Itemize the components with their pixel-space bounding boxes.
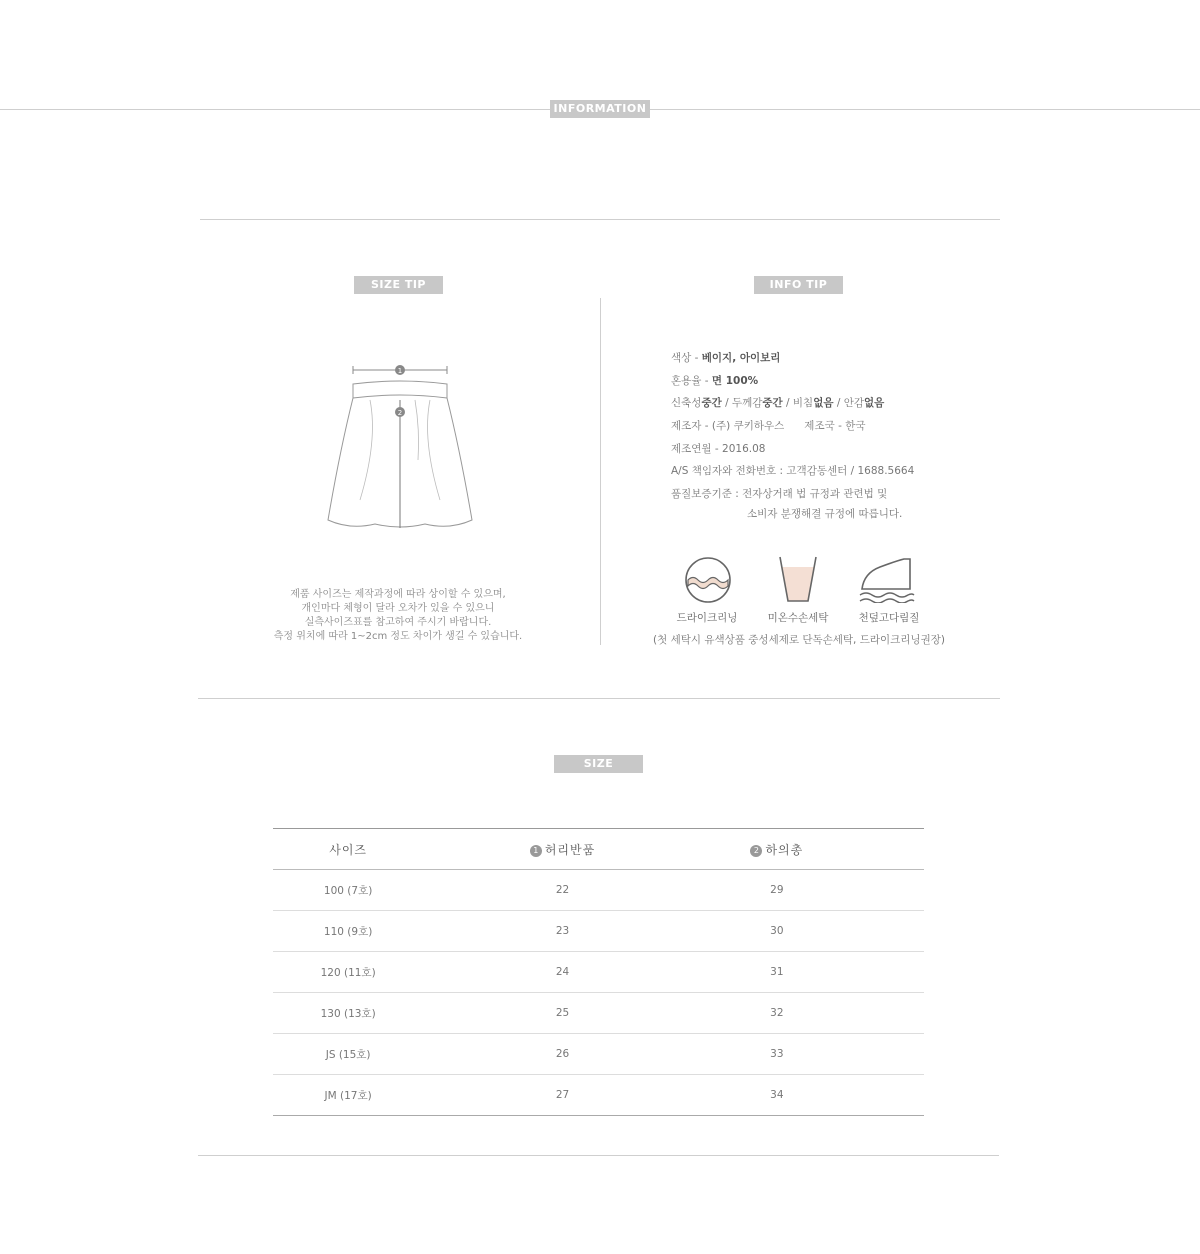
info-color-label: 색상 - [671, 352, 702, 364]
row-waist: 25 [423, 993, 701, 1034]
marker-2-label: 2 [397, 409, 403, 417]
info-blend-value: 면 100% [711, 375, 759, 387]
header-waist-label: 허리반품 [544, 842, 596, 857]
info-country-text: 제조국 - 한국 [804, 420, 866, 432]
info-quality-1: 품질보증기준 : 전자상거래 법 규정과 관련법 및 [671, 488, 888, 500]
info-as: A/S 책임자와 전화번호 : 고객감동센터 / 1688.5664 [671, 465, 915, 477]
row-length: 33 [702, 1034, 852, 1075]
hand-wash-icon [777, 555, 819, 603]
header-size: 사이즈 [273, 829, 423, 870]
row-length: 34 [702, 1075, 852, 1116]
row-waist: 27 [423, 1075, 701, 1116]
row-waist: 26 [423, 1034, 701, 1075]
info-quality-2: 소비자 분쟁해결 규정에 따릅니다. [747, 508, 903, 520]
info-thickness-label: / 두께감 [721, 397, 763, 409]
section-divider-bottom [198, 1155, 999, 1156]
section-divider-mid [198, 698, 1000, 699]
header-waist [423, 829, 701, 870]
row-spacer [852, 870, 924, 911]
header-length [702, 829, 852, 870]
care-label-dry-clean: 드라이크리닝 [676, 612, 738, 624]
row-spacer [852, 993, 924, 1034]
row-waist: 23 [423, 911, 701, 952]
section-divider-top [200, 219, 1000, 220]
size-tip-badge: SIZE TIP [354, 276, 443, 294]
waist-number-icon: 1 [530, 845, 542, 857]
info-sheer-label: / 비침 [782, 397, 814, 409]
row-size: 130 (13호) [273, 993, 423, 1034]
table-row [273, 911, 924, 952]
size-tip-note-line: 실측사이즈표를 참고하여 주시기 바랍니다. [304, 617, 492, 628]
row-spacer [852, 911, 924, 952]
care-note: (첫 세탁시 유색상품 중성세제로 단독손세탁, 드라이크리닝권장) [653, 634, 945, 646]
table-row [273, 993, 924, 1034]
row-size: 120 (11호) [273, 952, 423, 993]
header-length-label: 하의총 [765, 842, 804, 857]
info-maker [671, 418, 865, 433]
info-color [671, 350, 780, 365]
row-size: 100 (7호) [273, 870, 423, 911]
row-size: JM (17호) [273, 1075, 423, 1116]
table-row [273, 1075, 924, 1116]
info-thickness-value: 중간 [762, 397, 783, 409]
info-color-value: 베이지, 아이보리 [701, 352, 781, 364]
iron-icon [858, 555, 916, 603]
size-tip-note-line: 개인마다 체형이 달라 오차가 있을 수 있으니 [301, 603, 495, 614]
table-row [273, 870, 924, 911]
row-size: 110 (9호) [273, 911, 423, 952]
size-tip-note-line: 측정 위치에 따라 1~2cm 정도 차이가 생길 수 있습니다. [273, 631, 523, 642]
header-spacer [852, 829, 924, 870]
info-tip-badge: INFO TIP [754, 276, 843, 294]
info-lining-value: 없음 [863, 397, 885, 409]
row-spacer [852, 1075, 924, 1116]
skirt-diagram [320, 360, 480, 532]
marker-1-label: 1 [397, 367, 403, 375]
row-waist: 24 [423, 952, 701, 993]
size-badge: SIZE [554, 755, 643, 773]
row-waist: 22 [423, 870, 701, 911]
table-row [273, 1034, 924, 1075]
row-length: 30 [702, 911, 852, 952]
row-length: 32 [702, 993, 852, 1034]
size-tip-note [198, 588, 598, 644]
size-table [273, 828, 924, 1116]
row-spacer [852, 1034, 924, 1075]
info-date: 제조연월 - 2016.08 [671, 443, 766, 455]
column-divider [600, 298, 601, 645]
row-length: 31 [702, 952, 852, 993]
information-badge: INFORMATION [550, 100, 650, 118]
row-spacer [852, 952, 924, 993]
table-row [273, 952, 924, 993]
info-stretch-value: 중간 [701, 397, 722, 409]
care-label-iron: 천덮고다림질 [858, 612, 920, 624]
row-size: JS (15호) [273, 1034, 423, 1075]
care-label-hand-wash: 미온수손세탁 [767, 612, 829, 624]
info-stretch-label: 신축성 [671, 397, 702, 409]
size-table-header [273, 829, 924, 870]
info-lining-label: / 안감 [833, 397, 864, 409]
dry-clean-icon [684, 556, 732, 604]
info-sheer-value: 없음 [813, 397, 834, 409]
size-tip-note-line: 제품 사이즈는 제작과정에 따라 상이할 수 있으며, [290, 589, 506, 600]
info-blend-label: 혼용율 - [671, 375, 712, 387]
info-fabric [671, 395, 884, 410]
info-maker-text: 제조자 - (주) 쿠키하우스 [671, 420, 785, 432]
length-number-icon: 2 [750, 845, 762, 857]
info-blend [671, 373, 758, 388]
row-length: 29 [702, 870, 852, 911]
